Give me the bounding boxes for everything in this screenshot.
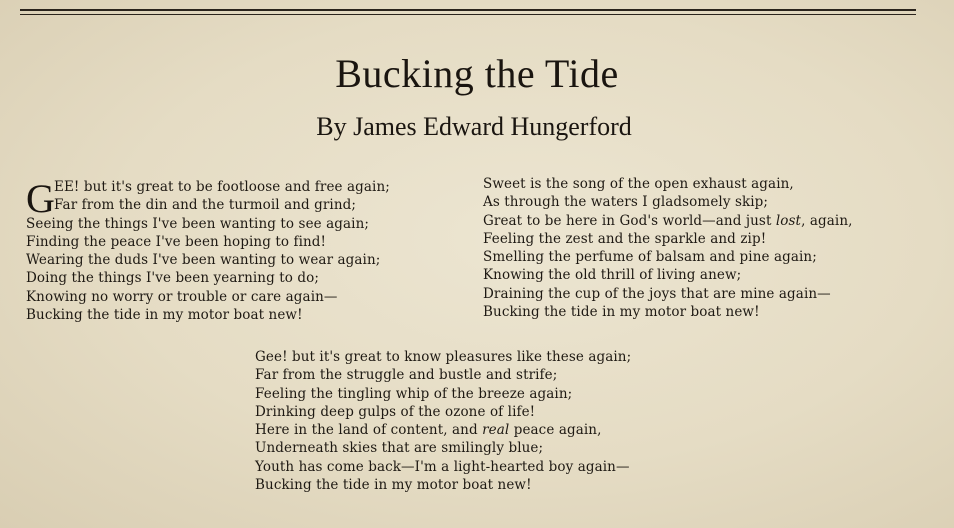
poem-byline: By James Edward Hungerford [316,112,632,141]
stanza-2-line-4: Feeling the zest and the sparkle and zip! [483,230,767,247]
stanza-3-line-7: Youth has come back—I'm a light-hearted boy again— [255,458,630,475]
stanza-3-line-5-part-b: peace again, [509,422,602,439]
stanza-1-line-4: Finding the peace I've been hoping to find! [26,233,327,250]
stanza-2-line-7: Draining the cup of the joys that are mine again— [483,285,831,302]
stanza-2-line-2: As through the waters I gladsomely skip; [483,194,769,211]
stanza-2-line-3-part-a: Great to be here in God's world—and just [483,212,776,229]
stanza-3-line-1: Gee! but it's great to know pleasures like these again; [255,349,632,365]
stanza-1-line-5: Wearing the duds I've been wanting to wear again; [26,252,381,269]
header-rule-bottom [20,14,916,15]
poem-title: Bucking the Tide [335,51,619,96]
stanza-2-line-8: Bucking the tide in my motor boat new! [483,304,760,321]
header-rule-top [20,9,916,11]
stanza-3-line-5-part-a: Here in the land of content, and [255,422,483,439]
stanza-1-line-1: EE! but it's great to be footloose and free again; [54,179,390,195]
stanza-3 [255,348,631,494]
stanza-3-line-2: Far from the struggle and bustle and strife; [255,367,558,384]
stanza-2-line-1: Sweet is the song of the open exhaust again, [483,176,794,192]
stanza-1-line-3: Seeing the things I've been wanting to see again; [26,215,370,232]
stanza-3-line-4: Drinking deep gulps of the ozone of life! [255,403,536,420]
stanza-1-line-6: Doing the things I've been yearning to do; [26,270,319,287]
stanza-3-line-3: Feeling the tingling whip of the breeze again; [255,385,573,402]
stanza-2-line-3 [483,212,853,230]
stanza-3-line-6: Underneath skies that are smilingly blue; [255,440,544,457]
stanza-2-line-3-emphasis: lost [775,212,802,229]
stanza-1-line-2: Far from the din and the turmoil and grind; [54,197,357,214]
stanza-1-line-8: Bucking the tide in my motor boat new! [26,307,303,324]
stanza-2 [483,175,853,321]
stanza-2-line-6: Knowing the old thrill of living anew; [483,267,742,284]
header-double-rule [20,9,916,15]
stanza-3-line-5 [255,421,631,439]
stanza-3-line-5-emphasis: real [482,422,510,439]
stanza-3-line-8: Bucking the tide in my motor boat new! [255,477,532,494]
stanza-1-line-7: Knowing no worry or trouble or care again— [26,288,338,305]
stanza-2-line-5: Smelling the perfume of balsam and pine again; [483,249,817,266]
stanza-1 [26,178,390,324]
stanza-2-line-3-part-b: , again, [801,212,853,229]
drop-cap: G [26,176,55,221]
